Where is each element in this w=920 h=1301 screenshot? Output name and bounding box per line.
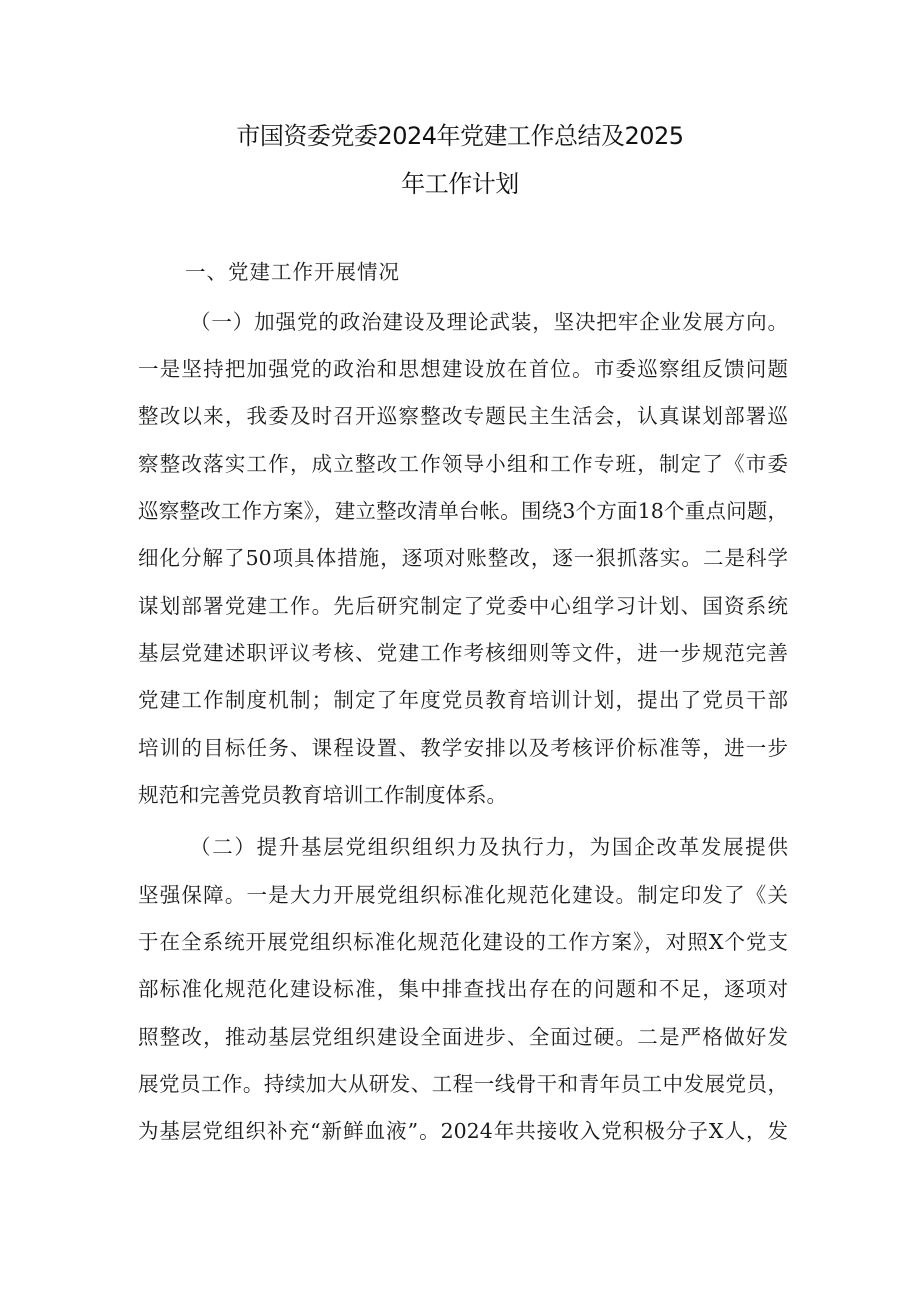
paragraph-line: 谋划部署党建工作。先后研究制定了党委中心组学习计划、国资系统 bbox=[138, 594, 788, 618]
paragraph-line: 展党员工作。持续加大从研发、工程一线骨干和青年员工中发展党员， bbox=[138, 1072, 788, 1096]
document-title-line-1: 市国资委党委2024年党建工作总结及2025 bbox=[236, 122, 684, 150]
paragraph-line: 整改以来，我委及时召开巡察整改专题民主生活会，认真谋划部署巡 bbox=[138, 404, 788, 428]
paragraph-line: 规范和完善党员教育培训工作制度体系。 bbox=[138, 783, 507, 807]
document-title-line-2: 年工作计划 bbox=[401, 170, 519, 198]
paragraph-line: 巡察整改工作方案》，建立整改清单台帐。围绕3个方面18个重点问题， bbox=[138, 499, 788, 523]
section-heading: 一、党建工作开展情况 bbox=[185, 260, 400, 284]
paragraph-line: 基层党建述职评议考核、党建工作考核细则等文件，进一步规范完善 bbox=[138, 641, 788, 665]
paragraph-line: 坚强保障。一是大力开展党组织标准化规范化建设。制定印发了《关 bbox=[138, 883, 788, 907]
paragraph-line: 党建工作制度机制；制定了年度党员教育培训计划，提出了党员干部 bbox=[138, 688, 788, 712]
paragraph-line: 部标准化规范化建设标准，集中排查找出存在的问题和不足，逐项对 bbox=[138, 977, 788, 1001]
paragraph-line: 为基层党组织补充“新鲜血液”。2024年共接收入党积极分子X人，发 bbox=[138, 1119, 788, 1143]
paragraph-line: （二）提升基层党组织组织力及执行力，为国企改革发展提供 bbox=[190, 835, 788, 859]
paragraph-line: 照整改，推动基层党组织建设全面进步、全面过硬。二是严格做好发 bbox=[138, 1025, 788, 1049]
paragraph-line: 一是坚持把加强党的政治和思想建设放在首位。市委巡察组反馈问题 bbox=[138, 357, 788, 381]
paragraph-line: 于在全系统开展党组织标准化规范化建设的工作方案》，对照X个党支 bbox=[138, 930, 788, 954]
paragraph-line: （一）加强党的政治建设及理论武装，坚决把牢企业发展方向。 bbox=[190, 310, 788, 334]
paragraph-line: 培训的目标任务、课程设置、教学安排以及考核评价标准等，进一步 bbox=[138, 736, 788, 760]
paragraph-line: 细化分解了50项具体措施，逐项对账整改，逐一狠抓落实。二是科学 bbox=[138, 546, 788, 570]
paragraph-line: 察整改落实工作，成立整改工作领导小组和工作专班，制定了《市委 bbox=[138, 452, 788, 476]
